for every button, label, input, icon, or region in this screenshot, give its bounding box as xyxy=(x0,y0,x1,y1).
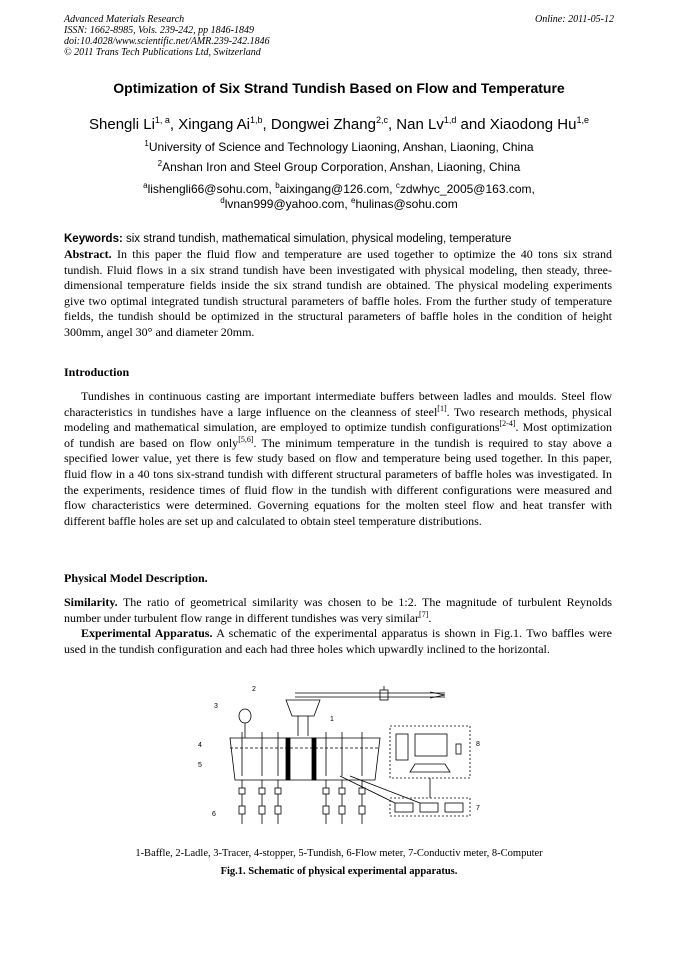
keywords xyxy=(64,233,511,245)
abstract-text: In this paper the fluid flow and temperature are used together to optimize the 40 tons six strand tundish. Fluid flows in a six strand tundish have been investigated with physical modeling, then steady, three-dimensional temperature fields inside the six strand tundish are obtained. The physical modeling experiments give two optimal integrated tundish structural parameters of baffle holes. From the further study of temperature fields, the tundish should be optimized in the structural parameters of baffle holes in the condition of height 300mm, angel 30° and diameter 20mm. xyxy=(64,247,612,339)
computer-device xyxy=(456,744,461,754)
figure-legend: 1-Baffle, 2-Ladle, 3-Tracer, 4-stopper, 5-Tundish, 6-Flow meter, 7-Conductiv meter, 8-Computer xyxy=(135,848,543,859)
similarity-label: Similarity. xyxy=(64,595,118,609)
author-list xyxy=(0,115,678,133)
baffle-left xyxy=(286,738,290,780)
author-sup: 1,d xyxy=(443,115,457,125)
baffle-right xyxy=(312,738,316,780)
ref-2: [2-4] xyxy=(499,419,516,429)
email-e[interactable]: hulinas@sohu.com xyxy=(355,197,458,211)
affiliation-2 xyxy=(0,159,678,174)
author-name: Dongwei Zhang xyxy=(270,116,376,133)
figure-caption: Fig.1. Schematic of physical experimental apparatus. xyxy=(220,866,458,877)
fig-label-1: 1 xyxy=(330,716,334,723)
affiliation-1 xyxy=(0,139,678,154)
email-b[interactable]: aixingang@126.com xyxy=(279,182,390,196)
period: . xyxy=(428,610,432,625)
intro-text-2: . Two research methods, physical modeling and mathematical simulation, are employed to optimize tundish configurations xyxy=(64,404,612,435)
ladle xyxy=(286,700,320,716)
intro-text-1: Tundishes in continuous casting are important intermediate buffers between ladles and moulds. Steel flow characteristics in tundishes have a large influence on the cleanness of steel xyxy=(64,389,612,419)
aff-text: University of Science and Technology Liaoning, Anshan, Liaoning, China xyxy=(148,140,534,154)
computer-keyboard xyxy=(410,764,450,772)
author-name: Xingang Ai xyxy=(178,116,250,133)
inlet-pipe xyxy=(295,693,445,697)
outlets xyxy=(239,780,365,794)
computer-monitor xyxy=(415,734,447,756)
author-sup: 2,c xyxy=(375,115,388,125)
email-c[interactable]: zdwhyc_2005@163.com xyxy=(399,182,532,196)
tracer xyxy=(239,709,251,723)
flow-meters xyxy=(239,794,365,824)
stoppers xyxy=(242,732,362,776)
tundish xyxy=(230,738,380,780)
copyright: © 2011 Trans Tech Publications Ltd, Switzerland xyxy=(64,47,261,58)
keywords-text: six strand tundish, mathematical simulation, physical modeling, temperature xyxy=(126,233,512,245)
aff-sup: 1 xyxy=(144,139,149,148)
ladle-shroud xyxy=(298,716,308,736)
fig-label-4: 4 xyxy=(198,742,202,749)
author-name: Nan Lv xyxy=(396,116,444,133)
apparatus-text: A schematic of the experimental apparatus is shown in Fig.1. Two baffles were used in the tundish configuration and each had three holes which upwardly inclined to the horizontal. xyxy=(64,626,612,656)
fig-label-6: 6 xyxy=(212,811,216,818)
issn: ISSN: 1662-8985, Vols. 239-242, pp 1846-1849 xyxy=(64,25,254,36)
author-sup: 1,e xyxy=(576,115,589,125)
fig-label-2: 2 xyxy=(252,686,256,693)
intro-text-3: . Most optimization of tundish are based on flow only xyxy=(64,420,612,450)
fig-label-7: 7 xyxy=(476,805,480,812)
computer-tower xyxy=(396,734,408,760)
aff-sup: 2 xyxy=(157,159,163,168)
physical-model-heading: Physical Model Description. xyxy=(64,571,208,585)
abstract-label: Abstract. xyxy=(64,247,112,261)
inlet-valve xyxy=(380,690,388,700)
emails-line-1: $^a$lishengli66@sohu.com, $^b$aixingang@126.com, $^c$zdwhyc_2005@163.com, xyxy=(143,181,535,196)
email-d[interactable]: lvnan999@yahoo.com xyxy=(224,197,345,211)
apparatus-paragraph xyxy=(64,626,612,657)
similarity-text: The ratio of geometrical similarity was chosen to be 1:2. The magnitude of turbulent Reynolds number under turbulent flow range in different tundishes was very similar xyxy=(64,595,612,625)
author-sup: 1, a xyxy=(154,115,170,125)
fig-label-8: 8 xyxy=(476,741,480,748)
fig-label-3: 3 xyxy=(214,703,218,710)
journal-header xyxy=(64,14,270,58)
online-date: Online: 2011-05-12 xyxy=(535,14,614,25)
author-sep: , xyxy=(387,116,397,133)
author-name: Xiaodong Hu xyxy=(489,116,577,133)
keywords-label: Keywords: xyxy=(64,233,123,245)
author-sep: , xyxy=(169,116,179,133)
intro-heading: Introduction xyxy=(64,365,130,379)
author-sep: , xyxy=(262,116,271,133)
author-sup: 1,b xyxy=(250,115,263,125)
author-and: and xyxy=(456,116,490,133)
apparatus-schematic xyxy=(190,676,500,831)
intro-paragraph xyxy=(64,389,612,529)
intro-text-4: . The minimum temperature in the tundish is required to stay above a specified lower value, yet there is few study based on flow and temperature being used together. In this paper, fluid flow in a 40 tons six-strand tundish with different structural parameters of baffle holes was investigated. In the experiments, residence times of fluid flow in the tundish with different configurations were measured and flow characteristics were determined. Governing equations for the molten steel flow and heat transfer with different baffle holes are set up and calculated to obtain steel temperature distributions. xyxy=(64,435,612,528)
fig-label-5: 5 xyxy=(198,762,202,769)
abstract xyxy=(64,247,612,341)
ref-1: [1] xyxy=(437,403,447,413)
conductivity-meter xyxy=(445,803,463,812)
ref-3: [5,6] xyxy=(238,434,254,444)
emails-line-2: $^d$lvnan999@yahoo.com, $^e$hulinas@sohu.com xyxy=(220,196,458,211)
paper-title: Optimization of Six Strand Tundish Based on Flow and Temperature xyxy=(113,80,565,96)
conductivity-meter-box xyxy=(390,798,470,816)
conductivity-meter xyxy=(420,803,438,812)
conductivity-meter xyxy=(395,803,413,812)
similarity-paragraph xyxy=(64,595,612,626)
aff-text: Anshan Iron and Steel Group Corporation, Anshan, Liaoning, China xyxy=(162,160,521,174)
author-name: Shengli Li xyxy=(89,116,155,133)
journal-name: Advanced Materials Research xyxy=(64,14,185,25)
email-a[interactable]: lishengli66@sohu.com xyxy=(147,182,269,196)
ref-7: [7] xyxy=(419,609,429,619)
doi: doi:10.4028/www.scientific.net/AMR.239-242.1846 xyxy=(64,36,270,47)
apparatus-label: Experimental Apparatus. xyxy=(81,626,213,640)
